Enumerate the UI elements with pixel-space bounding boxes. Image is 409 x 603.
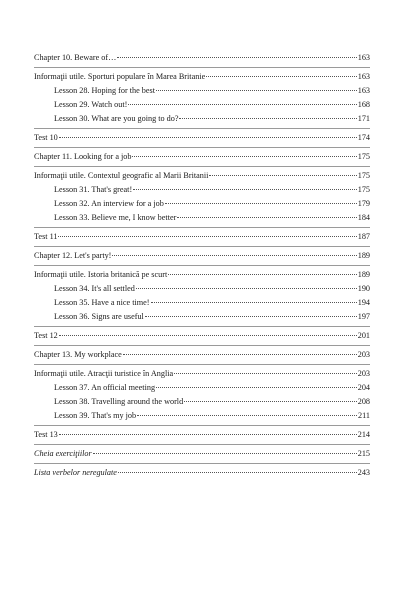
toc-entry-title: Lesson 29. Watch out! [54,100,128,109]
toc-page-number: 194 [357,298,370,307]
dot-leader [133,181,357,190]
toc-page-number: 211 [358,411,370,420]
toc-entry-title: Chapter 11. Looking for a job [34,152,132,161]
toc-page-number: 201 [357,331,370,340]
dot-leader [93,445,357,454]
toc-page-number: 184 [357,213,370,222]
dot-leader [59,327,357,336]
toc-entry-title: Lesson 39. That's my job [54,411,137,420]
toc-entry-title: Lesson 31. That's great! [54,185,133,194]
dot-leader [59,129,357,138]
dot-leader [209,167,356,176]
toc-page-number: 214 [357,430,370,439]
toc-entry [34,447,370,461]
toc-lesson-entry [34,211,370,225]
toc-entry-title: Chapter 10. Beware of… [34,53,117,62]
toc-page-number: 187 [357,232,370,241]
dot-leader [118,464,357,473]
dot-leader [174,365,357,374]
toc-entry-title: Lesson 28. Hoping for the best [54,86,155,95]
toc-entry [34,466,370,480]
toc-entry [34,51,370,65]
toc-page-number: 215 [357,449,370,458]
toc-entry-title: Lesson 38. Travelling around the world [54,397,184,406]
dot-leader [145,308,357,317]
dot-leader [123,346,357,355]
dot-leader [151,294,357,303]
dot-leader [168,266,356,275]
dot-leader [165,195,357,204]
toc-entry-title: Test 10 [34,133,58,142]
toc-entry-title: Lista verbelor neregulate [34,468,117,477]
toc-page-number: 189 [357,251,370,260]
toc-page-number: 203 [357,369,370,378]
dot-leader [112,247,356,256]
toc-entry-title: Lesson 36. Signs are useful [54,312,144,321]
toc-page-number: 163 [357,72,370,81]
toc-page-number: 175 [357,185,370,194]
toc-entry [34,230,370,244]
toc-page-number: 208 [357,397,370,406]
toc-entry-title: Test 13 [34,430,58,439]
toc-entry-title: Lesson 35. Have a nice time! [54,298,150,307]
toc-entry-title: Informaţii utile. Atracţii turistice în Anglia [34,369,174,378]
table-of-contents [34,51,370,480]
dot-leader [177,209,356,218]
dot-leader [59,426,357,435]
toc-page-number: 175 [357,152,370,161]
dot-leader [179,110,356,119]
toc-entry-title: Lesson 32. An interview for a job [54,199,164,208]
toc-entry-title: Lesson 33. Believe me, I know better [54,213,177,222]
dot-leader [136,280,357,289]
toc-page-number: 243 [357,468,370,477]
toc-entry [34,150,370,164]
toc-entry-title: Informaţii utile. Sporturi populare în Marea Britanie [34,72,206,81]
dot-leader [58,228,356,237]
dot-leader [128,96,356,105]
toc-page-number: 168 [357,100,370,109]
toc-page-number: 190 [357,284,370,293]
toc-page-number: 203 [357,350,370,359]
toc-page-number: 175 [357,171,370,180]
toc-entry-title: Informaţii utile. Contextul geografic al Marii Britanii [34,171,209,180]
dot-leader [156,82,357,91]
toc-entry [34,249,370,263]
toc-lesson-entry [34,310,370,324]
toc-entry-title: Test 12 [34,331,58,340]
toc-entry [34,428,370,442]
toc-entry [34,348,370,362]
dot-leader [206,68,357,77]
dot-leader [184,393,357,402]
toc-page-number: 189 [357,270,370,279]
toc-entry-title: Cheia exerciţiilor [34,449,92,458]
toc-entry [34,329,370,343]
toc-entry-title: Lesson 34. It's all settled [54,284,135,293]
toc-entry-title: Lesson 37. An official meeting [54,383,156,392]
toc-lesson-entry [34,112,370,126]
toc-page-number: 197 [357,312,370,321]
toc-lesson-entry [34,409,370,423]
toc-entry-title: Informaţii utile. Istoria britanică pe scurt [34,270,168,279]
dot-leader [117,49,356,58]
toc-entry-title: Chapter 12. Let's party! [34,251,112,260]
dot-leader [137,407,357,416]
toc-entry [34,131,370,145]
toc-page-number: 204 [357,383,370,392]
toc-page-number: 171 [357,114,370,123]
toc-entry-title: Lesson 30. What are you going to do? [54,114,179,123]
toc-page-number: 174 [357,133,370,142]
toc-page-number: 179 [357,199,370,208]
toc-page-number: 163 [357,53,370,62]
dot-leader [156,379,357,388]
toc-entry-title: Chapter 13. My workplace [34,350,122,359]
toc-entry-title: Test 11 [34,232,58,241]
toc-page-number: 163 [357,86,370,95]
dot-leader [132,148,356,157]
